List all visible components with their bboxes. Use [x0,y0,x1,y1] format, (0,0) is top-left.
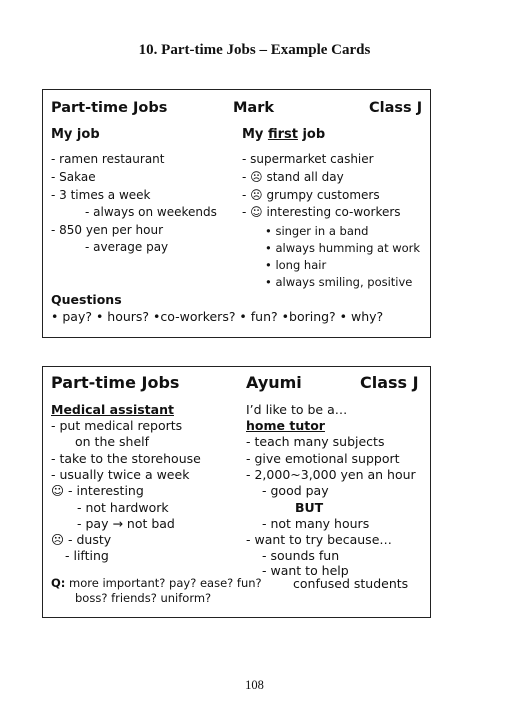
questions-line: • pay? • hours? •co-workers? • fun? •boring? • why? [51,309,384,324]
page-title: 10. Part-time Jobs – Example Cards [138,42,371,58]
list-item: ☺ - interesting [51,483,144,498]
list-item: - usually twice a week [51,467,190,482]
list-item: ☹ - dusty [51,532,112,547]
list-item: - take to the storehouse [51,451,201,466]
questions-label: Questions [51,292,122,307]
list-item: - teach many subjects [246,434,385,449]
list-item: confused students [293,576,409,591]
class-label: Class J [369,100,423,116]
list-item: - sounds fun [262,548,340,563]
left-heading: Medical assistant [51,402,174,417]
list-item: - give emotional support [246,451,400,466]
bullet-item: • long hair [265,258,327,272]
list-item: on the shelf [75,434,150,449]
list-item: - want to try because… [246,532,392,547]
page-number: 108 [245,678,264,692]
list-item: - ☹ stand all day [242,170,344,184]
but-label: BUT [295,500,324,515]
bullet-item: • always smiling, positive [265,275,413,289]
card-title: Part-time Jobs [51,373,180,392]
example-card-mark [42,89,431,338]
list-item: - put medical reports [51,418,183,433]
bullet-item: • always humming at work [265,241,421,255]
card-title: Part-time Jobs [51,100,168,116]
right-heading: My first job [242,127,326,142]
list-item: - 3 times a week [51,188,151,202]
list-item: - want to help [262,563,349,578]
left-heading: My job [51,127,100,142]
example-card-ayumi [42,366,431,618]
list-item: - ☺ interesting co-workers [242,205,401,219]
student-name: Ayumi [246,373,302,392]
question-line: Q: more important? pay? ease? fun? [51,576,262,590]
list-item: - supermarket cashier [242,152,374,166]
question-line: boss? friends? uniform? [75,591,212,605]
list-item: - Sakae [51,170,96,184]
list-item: - lifting [65,548,109,563]
right-heading: home tutor [246,418,325,433]
student-name: Mark [233,100,275,116]
list-item: - not many hours [262,516,370,531]
list-item: - 850 yen per hour [51,223,164,237]
bullet-item: • singer in a band [265,224,369,238]
list-item: - 2,000~3,000 yen an hour [246,467,416,482]
list-item: - always on weekends [85,205,217,219]
list-item: - average pay [85,240,169,254]
class-label: Class J [360,373,419,392]
list-item: - not hardwork [77,500,169,515]
right-intro: I’d like to be a… [246,402,348,417]
list-item: - ramen restaurant [51,152,165,166]
list-item: - good pay [262,483,329,498]
list-item: - ☹ grumpy customers [242,188,380,202]
list-item: - pay → not bad [77,516,175,531]
